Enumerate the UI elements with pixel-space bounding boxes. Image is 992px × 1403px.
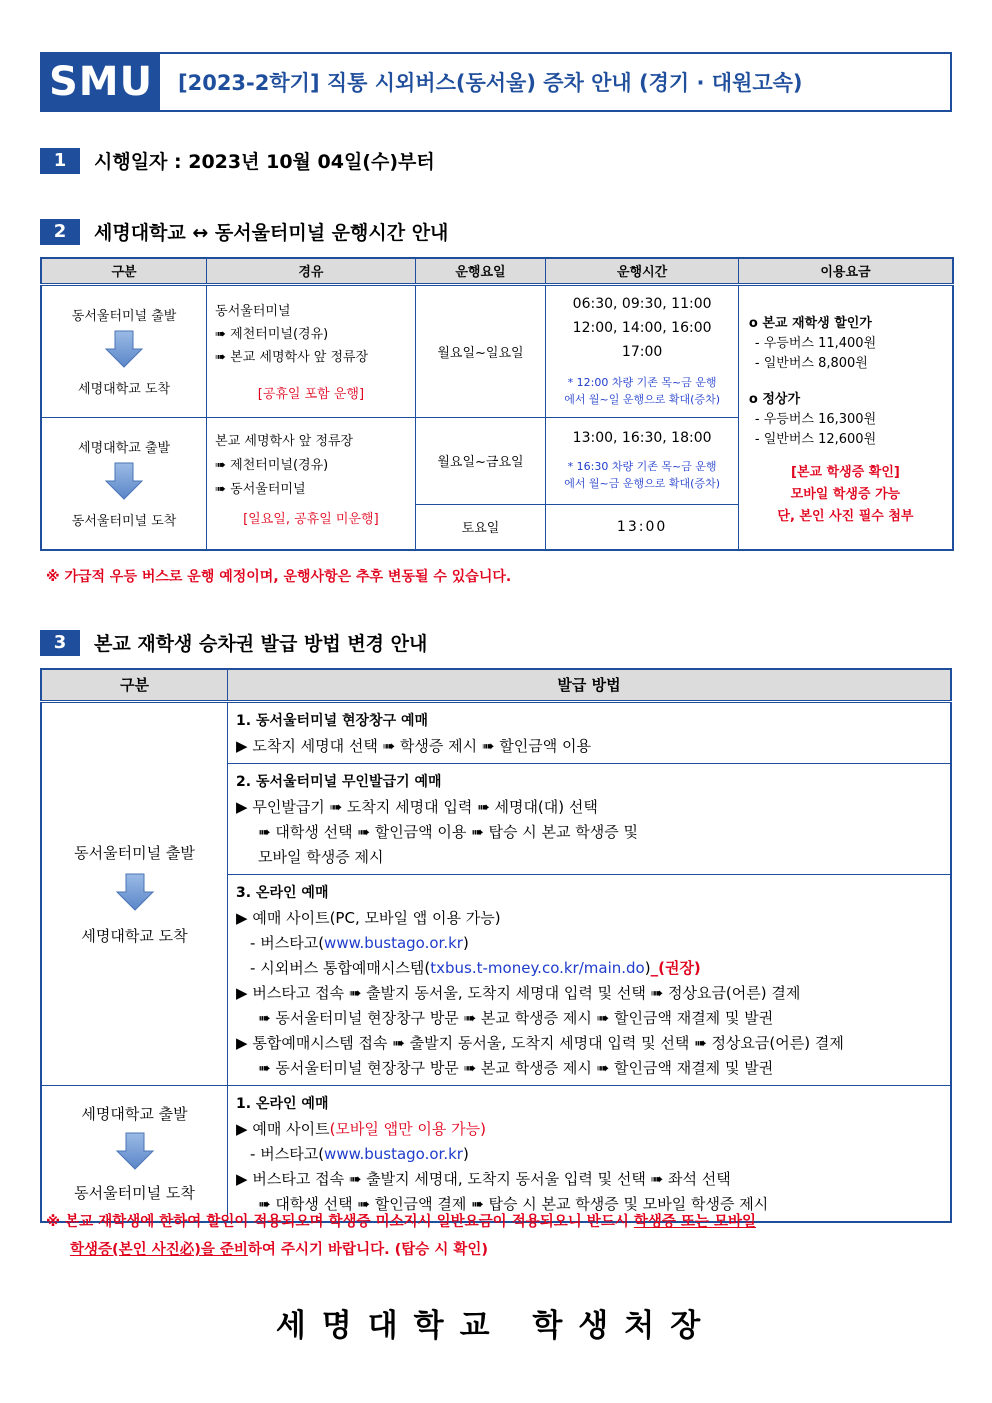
section-2-heading [40,218,448,245]
fare-item: - 일반버스 8,800원 [754,355,868,371]
method-online [228,874,951,1085]
method-line: ▶ 버스타고 접속 ➠ 출발지 세명대, 도착지 동서울 입력 및 선택 ➠ 좌석 선택 [236,1169,731,1188]
arrow-down-icon [115,1132,155,1170]
text: 학생증 또는 모바일 [633,1214,757,1230]
issuer-signature: 세명대학교 학생처장 [275,1308,717,1344]
bustago-link[interactable]: www.bustago.or.kr [324,1144,463,1163]
route-from: 동서울터미널 출발 [71,309,177,324]
time-line: 12:00, 14:00, 16:00 [572,319,712,336]
arrow-down-icon [115,873,155,911]
text: 학생증(본인 사진必)을 준비 [70,1242,248,1258]
route-to: 동서울터미널 도착 [71,514,177,530]
via-cell [207,417,416,550]
fare-item: - 일반버스 12,600원 [754,431,877,447]
text: 하여 주시기 바랍니다. (탑승 시 확인) [247,1242,489,1258]
mobile-only-note: (모바일 앱만 이용 가능) [329,1119,486,1138]
text: - 시외버스 통합예매시스템( [250,958,431,977]
via-stop: ➠ 제천터미널(경유) [215,326,329,342]
student-id-notice [46,1208,958,1264]
route-to: 세명대학교 도착 [78,382,171,397]
method-kiosk [228,763,951,874]
method-line: ➠ 대학생 선택 ➠ 할인금액 이용 ➠ 탑승 시 본교 학생증 및 [258,822,639,841]
section-number: 3 [40,630,80,656]
route-cell [41,701,228,1085]
via-cell [207,284,416,417]
via-note: [공휴일 포함 운행] [257,386,365,402]
via-note: [일요일, 공휴일 미운행] [243,511,379,527]
col-header: 운행시간 [546,258,739,284]
fare-regular-title: o 정상가 [748,391,801,407]
section-1-heading [40,147,435,174]
col-header: 경유 [207,258,416,284]
method-title: 1. 온라인 예매 [236,1095,329,1112]
time-note-line: * 12:00 차량 기존 목~금 운행 [567,375,717,389]
method-title: 1. 동서울터미널 현장창구 예매 [236,712,429,729]
route-cell [41,284,207,417]
method-line: ▶ 무인발급기 ➠ 도착지 세명대 입력 ➠ 세명대(대) 선택 [236,797,598,816]
times-cell: 13:00 [546,504,739,550]
arrow-down-icon [104,462,144,500]
days-cell: 토요일 [415,504,546,550]
schedule-notice: ※ 가급적 우등 버스로 운행 예정이며, 운행사항은 추후 변동될 수 있습니다. [46,569,512,585]
route-cell [41,1085,228,1222]
method-line [236,1117,942,1142]
ticket-method-table [40,668,952,1223]
smu-logo: SMU [42,54,160,110]
time-note [546,374,738,408]
time-line: 06:30, 09:30, 11:00 [572,295,712,312]
time-line: 13:00, 16:30, 18:00 [572,429,712,446]
time-note-line: * 16:30 차량 기존 목~금 운행 [567,459,717,473]
via-stop: 본교 세명학사 앞 정류장 [215,433,354,449]
method-line: 모바일 학생증 제시 [258,847,384,866]
txbus-link[interactable]: txbus.t-money.co.kr/main.do [430,958,645,977]
fare-discount-title: o 본교 재학생 할인가 [748,315,872,331]
text: ) [644,958,651,977]
method-title: 2. 동서울터미널 무인발급기 예매 [236,773,442,790]
route-to: 동서울터미널 도착 [74,1184,195,1202]
route-from: 동서울터미널 출발 [74,843,195,862]
method-online-mobile [228,1085,951,1222]
route-cell [41,417,207,550]
via-stop: 동서울터미널 [215,303,291,319]
time-note [546,458,738,492]
arrow-down-icon [104,330,144,368]
section-number: 2 [40,219,80,245]
col-header: 운행요일 [415,258,546,284]
text: ▶ 예매 사이트 [236,1119,330,1138]
method-line: ▶ 통합예매시스템 접속 ➠ 출발지 동서울, 도착지 세명대 입력 및 선택 ➠ 정상요금(어른) 결제 [236,1033,844,1052]
method-line [236,1142,942,1167]
route-to: 세명대학교 도착 [81,926,188,945]
fare-item: - 우등버스 16,300원 [754,411,877,427]
col-header: 구분 [41,669,228,701]
fare-cell [738,284,953,550]
section-title: 시행일자 : 2023년 10월 04일(수)부터 [94,151,435,173]
col-header: 발급 방법 [228,669,951,701]
col-header: 이용요금 [738,258,953,284]
times-cell [546,417,739,504]
via-stop: ➠ 동서울터미널 [215,481,306,497]
method-title: 3. 온라인 예매 [236,884,329,901]
method-line: ➠ 동서울터미널 현장창구 방문 ➠ 본교 학생증 제시 ➠ 할인금액 재결제 및 발권 [258,1058,774,1077]
section-number: 1 [40,148,80,174]
method-line: ▶ 버스타고 접속 ➠ 출발지 동서울, 도착지 세명대 입력 및 선택 ➠ 정상요금(어른) 결제 [236,983,801,1002]
text: - 버스타고( [250,933,325,952]
text: - 버스타고( [250,1144,325,1163]
section-title: 본교 재학생 승차권 발급 방법 변경 안내 [94,633,428,655]
fare-item: - 우등버스 11,400원 [754,335,877,351]
method-line: ➠ 동서울터미널 현장창구 방문 ➠ 본교 학생증 제시 ➠ 할인금액 재결제 및 발권 [258,1008,774,1027]
text: ※ 본교 재학생에 한하여 할인이 적용되오며 학생증 미소지시 일반요금이 적용되오니 반드시 [46,1214,634,1230]
section-3-heading [40,629,427,656]
text: ) [462,933,469,952]
route-from: 세명대학교 출발 [78,441,171,457]
via-stop: ➠ 본교 세명학사 앞 정류장 [215,349,369,365]
method-line: ➠ 대학생 선택 ➠ 할인금액 결제 ➠ 탑승 시 본교 학생증 및 모바일 학생증 제시 [258,1194,769,1213]
fare-note-line: 모바일 학생증 가능 [790,486,901,502]
recommended-badge: _(권장) [650,958,701,977]
fare-note [749,462,942,528]
method-line: ▶ 도착지 세명대 선택 ➠ 학생증 제시 ➠ 할인금액 이용 [236,736,591,755]
bustago-link[interactable]: www.bustago.or.kr [324,933,463,952]
times-cell [546,284,739,417]
col-header: 구분 [41,258,207,284]
method-line: ▶ 예매 사이트(PC, 모바일 앱 이용 가능) [236,908,501,927]
section-title: 세명대학교 ↔ 동서울터미널 운행시간 안내 [94,222,449,244]
via-stop: ➠ 제천터미널(경유) [215,457,329,473]
time-note-line: 에서 월~일 운행으로 확대(증차) [564,392,720,406]
fare-note-line: [본교 학생증 확인] [791,464,900,480]
method-line [236,956,942,981]
schedule-table [40,257,954,551]
days-cell: 월요일~일요일 [415,284,546,417]
page-title: [2023-2학기] 직통 시외버스(동서울) 증차 안내 (경기 · 대원고속) [178,71,803,95]
method-line [236,931,942,956]
route-from: 세명대학교 출발 [81,1105,188,1123]
fare-note-line: 단, 본인 사진 필수 첨부 [777,508,914,524]
method-onsite [228,701,951,763]
time-line: 17:00 [621,343,663,360]
time-note-line: 에서 월~금 운행으로 확대(증차) [564,476,720,490]
text: ) [462,1144,469,1163]
days-cell: 월요일~금요일 [415,417,546,504]
page-header [40,52,952,112]
